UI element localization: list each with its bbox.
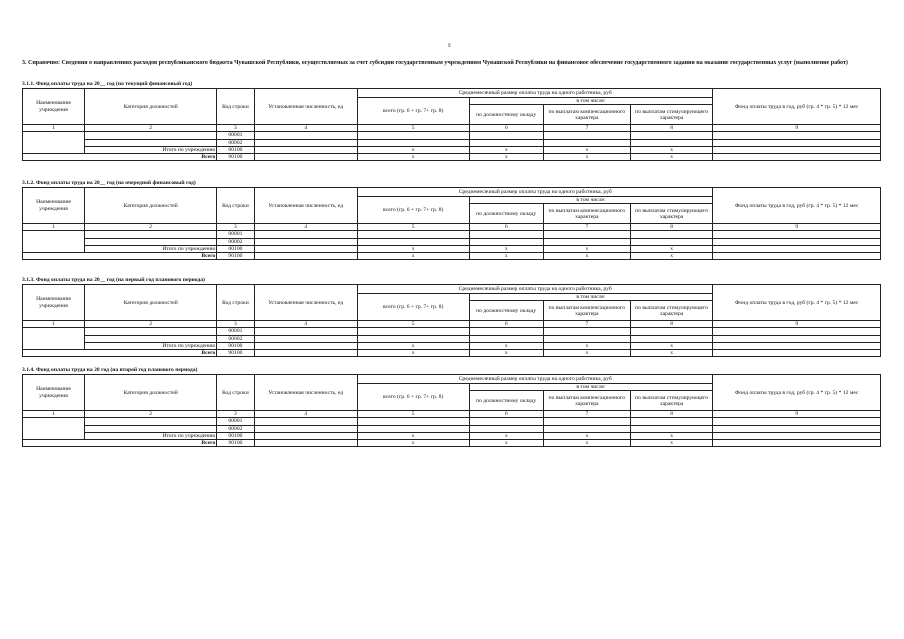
col-number: 3 xyxy=(217,411,254,418)
cell xyxy=(713,154,881,161)
cell xyxy=(254,440,357,447)
col-category-header: Категория должностей xyxy=(85,188,217,224)
table-row xyxy=(23,335,881,342)
x-mark: x xyxy=(630,146,713,153)
row-code: 00002 xyxy=(217,139,254,146)
col-number: 4 xyxy=(254,224,357,231)
cell xyxy=(357,425,469,432)
x-mark: x xyxy=(630,253,713,260)
cell xyxy=(469,231,543,238)
col-number: 5 xyxy=(357,411,469,418)
total-label: Всего xyxy=(23,350,217,357)
col-number: 5 xyxy=(357,125,469,132)
col-total-header: всего (гр. 6 + гр. 7+ гр. 8) xyxy=(357,98,469,125)
x-mark: x xyxy=(630,432,713,439)
col-number: 9 xyxy=(713,224,881,231)
subtotal-label: Итого по учреждению xyxy=(85,432,217,439)
x-mark: x xyxy=(469,253,543,260)
section-heading: 3. Справочно: Сведения о направлениях расходов республиканского бюджета Чувашской Республики, осуществляемых за счет субсидии государственным учреждениям Чувашской Республики на финансовое обеспечение государственного задания на оказание государственных услуг (выполнение работ) xyxy=(22,60,848,66)
subtotal-label: Итого по учреждению xyxy=(85,146,217,153)
row-code: 00001 xyxy=(217,132,254,139)
x-mark: x xyxy=(543,245,630,252)
row-code: 90100 xyxy=(217,154,254,161)
col-avg-salary-header: Среднемесячный размер оплаты труда на одного работника, руб xyxy=(357,375,713,384)
col-number: 2 xyxy=(85,411,217,418)
table-row xyxy=(23,418,881,425)
cell xyxy=(357,231,469,238)
col-number: 5 xyxy=(357,224,469,231)
col-code-header: Код строки xyxy=(217,285,254,321)
col-including-header: в том числе: xyxy=(469,98,713,105)
col-fund-header: Фонд оплаты труда в год, руб (гр. 4 * гр. 5) * 12 мес xyxy=(713,285,881,321)
col-headcount-header: Установленная численность, ед xyxy=(254,89,357,125)
x-mark: x xyxy=(357,440,469,447)
col-name-header: Наименование учреждения xyxy=(23,375,85,411)
col-number: 8 xyxy=(630,411,713,418)
col-number: 1 xyxy=(23,125,85,132)
total-label: Всего xyxy=(23,253,217,260)
category-cell xyxy=(85,418,217,425)
x-mark: x xyxy=(357,432,469,439)
x-mark: x xyxy=(543,432,630,439)
cell xyxy=(713,231,881,238)
row-code: 00001 xyxy=(217,231,254,238)
category-cell xyxy=(85,238,217,245)
category-cell xyxy=(85,425,217,432)
col-including-header: в том числе: xyxy=(469,197,713,204)
col-number: 2 xyxy=(85,224,217,231)
total-row xyxy=(23,350,881,357)
x-mark: x xyxy=(357,342,469,349)
col-number: 7 xyxy=(543,125,630,132)
table-row xyxy=(23,425,881,432)
x-mark: x xyxy=(469,154,543,161)
col-number: 7 xyxy=(543,321,630,328)
x-mark: x xyxy=(543,253,630,260)
row-code: 00100 xyxy=(217,245,254,252)
category-cell xyxy=(85,335,217,342)
x-mark: x xyxy=(469,440,543,447)
col-number: 2 xyxy=(85,321,217,328)
category-cell xyxy=(85,139,217,146)
col-total-header: всего (гр. 6 + гр. 7+ гр. 8) xyxy=(357,294,469,321)
col-number: 6 xyxy=(469,321,543,328)
col-fund-header: Фонд оплаты труда в год, руб (гр. 4 * гр. 5) * 12 мес xyxy=(713,188,881,224)
total-label: Всего xyxy=(23,440,217,447)
subtotal-label: Итого по учреждению xyxy=(85,245,217,252)
cell xyxy=(543,139,630,146)
x-mark: x xyxy=(357,146,469,153)
cell xyxy=(357,418,469,425)
cell xyxy=(713,238,881,245)
row-code: 00100 xyxy=(217,146,254,153)
cell xyxy=(469,335,543,342)
cell xyxy=(713,132,881,139)
table-row xyxy=(23,139,881,146)
cell xyxy=(254,350,357,357)
subtotal-label: Итого по учреждению xyxy=(85,342,217,349)
table-row xyxy=(23,132,881,139)
row-code: 90100 xyxy=(217,253,254,260)
institution-cell xyxy=(23,418,85,440)
x-mark: x xyxy=(357,245,469,252)
cell xyxy=(254,342,357,349)
col-number: 1 xyxy=(23,411,85,418)
cell xyxy=(713,350,881,357)
cell xyxy=(713,335,881,342)
col-number: 3 xyxy=(217,125,254,132)
cell xyxy=(357,328,469,335)
row-code: 90100 xyxy=(217,440,254,447)
col-code-header: Код строки xyxy=(217,188,254,224)
col-including-header: в том числе: xyxy=(469,294,713,301)
total-row xyxy=(23,440,881,447)
col-number: 9 xyxy=(713,125,881,132)
col-number: 7 xyxy=(543,411,630,418)
cell xyxy=(713,418,881,425)
cell xyxy=(357,238,469,245)
col-category-header: Категория должностей xyxy=(85,375,217,411)
cell xyxy=(254,418,357,425)
cell xyxy=(713,425,881,432)
cell xyxy=(254,139,357,146)
col-compensation-header: по выплатам компенсационного характера xyxy=(543,105,630,125)
x-mark: x xyxy=(357,350,469,357)
cell xyxy=(713,146,881,153)
cell xyxy=(254,132,357,139)
row-code: 00100 xyxy=(217,342,254,349)
column-numbers-row xyxy=(23,411,881,418)
col-total-header: всего (гр. 6 + гр. 7+ гр. 8) xyxy=(357,384,469,411)
institution-cell xyxy=(23,328,85,350)
row-code: 00001 xyxy=(217,418,254,425)
col-number: 1 xyxy=(23,321,85,328)
col-by-salary-header: по должностному окладу xyxy=(469,204,543,224)
col-number: 4 xyxy=(254,411,357,418)
cell xyxy=(543,132,630,139)
cell xyxy=(543,418,630,425)
col-compensation-header: по выплатам компенсационного характера xyxy=(543,204,630,224)
col-compensation-header: по выплатам компенсационного характера xyxy=(543,391,630,411)
row-code: 00100 xyxy=(217,432,254,439)
col-number: 6 xyxy=(469,411,543,418)
row-code: 00002 xyxy=(217,425,254,432)
cell xyxy=(630,425,713,432)
column-numbers-row xyxy=(23,125,881,132)
row-code: 00001 xyxy=(217,328,254,335)
cell xyxy=(357,139,469,146)
col-stimulating-header: по выплатам стимулирующего характера xyxy=(630,204,713,224)
x-mark: x xyxy=(469,245,543,252)
x-mark: x xyxy=(543,342,630,349)
cell xyxy=(357,335,469,342)
institution-cell xyxy=(23,132,85,154)
x-mark: x xyxy=(543,146,630,153)
subtotal-row xyxy=(23,432,881,439)
col-number: 8 xyxy=(630,224,713,231)
col-number: 9 xyxy=(713,411,881,418)
col-number: 6 xyxy=(469,224,543,231)
col-avg-salary-header: Среднемесячный размер оплаты труда на одного работника, руб xyxy=(357,285,713,294)
cell xyxy=(254,432,357,439)
cell xyxy=(357,132,469,139)
col-number: 6 xyxy=(469,125,543,132)
cell xyxy=(543,335,630,342)
cell xyxy=(543,238,630,245)
section-title: 3.1.3. Фонд оплаты труда на 20__ год (на первый год планового периода) xyxy=(22,277,205,283)
category-cell xyxy=(85,328,217,335)
cell xyxy=(713,440,881,447)
col-by-salary-header: по должностному окладу xyxy=(469,391,543,411)
col-code-header: Код строки xyxy=(217,89,254,125)
col-code-header: Код строки xyxy=(217,375,254,411)
fot-table xyxy=(22,187,881,260)
subtotal-row xyxy=(23,146,881,153)
cell xyxy=(254,154,357,161)
institution-cell xyxy=(23,231,85,253)
col-headcount-header: Установленная численность, ед xyxy=(254,285,357,321)
col-headcount-header: Установленная численность, ед xyxy=(254,188,357,224)
col-number: 3 xyxy=(217,321,254,328)
col-avg-salary-header: Среднемесячный размер оплаты труда на одного работника, руб xyxy=(357,188,713,197)
x-mark: x xyxy=(469,350,543,357)
cell xyxy=(469,139,543,146)
section-title: 3.1.1. Фонд оплаты труда на 20__ год (на текущий финансовый год) xyxy=(22,81,193,87)
cell xyxy=(713,245,881,252)
cell xyxy=(469,425,543,432)
x-mark: x xyxy=(630,440,713,447)
col-number: 1 xyxy=(23,224,85,231)
cell xyxy=(630,139,713,146)
table-row xyxy=(23,238,881,245)
cell xyxy=(254,425,357,432)
col-number: 3 xyxy=(217,224,254,231)
row-code: 90100 xyxy=(217,350,254,357)
cell xyxy=(254,328,357,335)
cell xyxy=(469,238,543,245)
cell xyxy=(469,328,543,335)
cell xyxy=(543,425,630,432)
col-number: 4 xyxy=(254,125,357,132)
col-stimulating-header: по выплатам стимулирующего характера xyxy=(630,391,713,411)
x-mark: x xyxy=(630,350,713,357)
col-number: 9 xyxy=(713,321,881,328)
table-row xyxy=(23,328,881,335)
col-stimulating-header: по выплатам стимулирующего характера xyxy=(630,301,713,321)
col-number: 2 xyxy=(85,125,217,132)
x-mark: x xyxy=(469,146,543,153)
cell xyxy=(469,132,543,139)
x-mark: x xyxy=(630,342,713,349)
col-name-header: Наименование учреждения xyxy=(23,285,85,321)
row-code: 00002 xyxy=(217,335,254,342)
column-numbers-row xyxy=(23,224,881,231)
col-number: 7 xyxy=(543,224,630,231)
cell xyxy=(630,328,713,335)
cell xyxy=(254,146,357,153)
cell xyxy=(254,253,357,260)
cell xyxy=(713,253,881,260)
section-title: 3.1.2. Фонд оплаты труда на 20__ год (на очередной финансовый год) xyxy=(22,180,196,186)
cell xyxy=(713,342,881,349)
cell xyxy=(469,418,543,425)
category-cell xyxy=(85,132,217,139)
x-mark: x xyxy=(357,154,469,161)
fot-table xyxy=(22,284,881,357)
x-mark: x xyxy=(630,154,713,161)
col-stimulating-header: по выплатам стимулирующего характера xyxy=(630,105,713,125)
cell xyxy=(713,432,881,439)
col-fund-header: Фонд оплаты труда в год, руб (гр. 4 * гр. 5) * 12 мес xyxy=(713,375,881,411)
x-mark: x xyxy=(543,350,630,357)
x-mark: x xyxy=(469,432,543,439)
col-name-header: Наименование учреждения xyxy=(23,188,85,224)
col-number: 8 xyxy=(630,321,713,328)
subtotal-row xyxy=(23,342,881,349)
x-mark: x xyxy=(543,154,630,161)
col-category-header: Категория должностей xyxy=(85,285,217,321)
cell xyxy=(713,328,881,335)
cell xyxy=(254,231,357,238)
cell xyxy=(254,335,357,342)
cell xyxy=(543,328,630,335)
col-number: 5 xyxy=(357,321,469,328)
x-mark: x xyxy=(357,253,469,260)
col-avg-salary-header: Среднемесячный размер оплаты труда на одного работника, руб xyxy=(357,89,713,98)
cell xyxy=(543,231,630,238)
cell xyxy=(630,238,713,245)
category-cell xyxy=(85,231,217,238)
table-row xyxy=(23,231,881,238)
cell xyxy=(630,231,713,238)
x-mark: x xyxy=(630,245,713,252)
col-including-header: в том числе: xyxy=(469,384,713,391)
cell xyxy=(630,418,713,425)
col-headcount-header: Установленная численность, ед xyxy=(254,375,357,411)
x-mark: x xyxy=(543,440,630,447)
col-category-header: Категория должностей xyxy=(85,89,217,125)
col-fund-header: Фонд оплаты труда в год, руб (гр. 4 * гр. 5) * 12 мес xyxy=(713,89,881,125)
section-title: 3.1.4. Фонд оплаты труда на 20 год (на второй год планового периода) xyxy=(22,367,198,373)
column-numbers-row xyxy=(23,321,881,328)
subtotal-row xyxy=(23,245,881,252)
col-total-header: всего (гр. 6 + гр. 7+ гр. 8) xyxy=(357,197,469,224)
row-code: 00002 xyxy=(217,238,254,245)
cell xyxy=(630,132,713,139)
fot-table xyxy=(22,88,881,161)
cell xyxy=(713,139,881,146)
total-row xyxy=(23,154,881,161)
page-number: 9 xyxy=(448,44,451,49)
col-number: 4 xyxy=(254,321,357,328)
fot-table xyxy=(22,374,881,447)
total-row xyxy=(23,253,881,260)
col-number: 8 xyxy=(630,125,713,132)
cell xyxy=(254,238,357,245)
x-mark: x xyxy=(469,342,543,349)
total-label: Всего xyxy=(23,154,217,161)
col-name-header: Наименование учреждения xyxy=(23,89,85,125)
col-by-salary-header: по должностному окладу xyxy=(469,301,543,321)
cell xyxy=(630,335,713,342)
col-by-salary-header: по должностному окладу xyxy=(469,105,543,125)
col-compensation-header: по выплатам компенсационного характера xyxy=(543,301,630,321)
cell xyxy=(254,245,357,252)
